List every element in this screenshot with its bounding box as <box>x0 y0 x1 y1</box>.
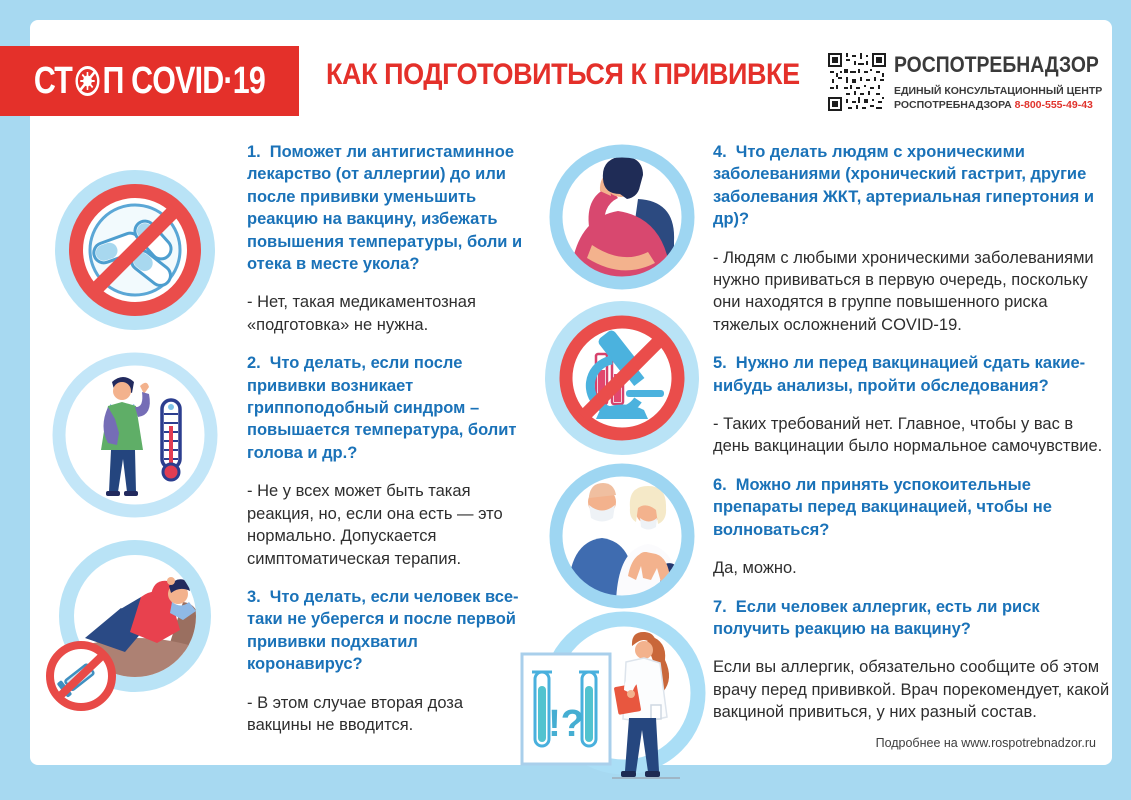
man-with-thermometer-illustration <box>50 350 220 520</box>
agency-block <box>894 52 1124 112</box>
doctor-with-test-tubes-illustration <box>512 608 717 783</box>
question-4: 4. Что делать людям с хроническими заболеваниями (хронический гастрит, другие заболевания ЖКТ, артериальная гипертония и др)? <box>713 143 1094 229</box>
hotline-phone: 8-800-555-49-43 <box>1014 98 1093 111</box>
footer-more-info-link[interactable]: Подробнее на www.rospotrebnadzor.ru <box>875 736 1096 750</box>
no-microscope-tests-illustration <box>542 298 702 458</box>
answer-7: Если вы аллергик, обязательно сообщите об этом врачу перед прививкой. Врач порекомендует, какой вакциной привиться, у них разный состав. <box>713 658 1110 722</box>
question-6: 6. Можно ли принять успокоительные препараты перед вакцинацией, чтобы не волноваться? <box>713 475 1052 539</box>
question-1: 1. Поможет ли антигистаминное лекарство (от аллергии) до или после прививки уменьшить реакцию на вакцину, избежать повышения температуры, боли и отека в месте укола? <box>247 143 523 274</box>
qa-column-right <box>713 141 1111 740</box>
agency-subtitle-line1: ЕДИНЫЙ КОНСУЛЬТАЦИОННЫЙ ЦЕНТР <box>894 85 1103 97</box>
question-3: 3. Что делать, если человек все-таки не уберегся и после первой прививки подхватил коронавирус? <box>247 587 519 674</box>
answer-4: - Людям с любыми хроническими заболеваниями нужно прививаться в первую очередь, поскольку они находятся в группе повышенного риска тяжелых осложнений COVID-19. <box>713 248 1094 334</box>
test-tube-label: !? <box>548 703 584 745</box>
logo-text-prefix: СТ <box>33 59 73 102</box>
no-pills-illustration <box>53 168 217 332</box>
answer-2: - Не у всех может быть такая реакция, но, если она есть — это нормально. Допускается симптоматическая терапия. <box>247 482 503 568</box>
agency-name: РОСПОТРЕБНАДЗОР <box>894 52 1099 77</box>
worried-couple-in-masks-illustration <box>542 456 702 616</box>
question-5: 5. Нужно ли перед вакцинацией сдать какие-нибудь анализы, пройти обследования? <box>713 354 1086 395</box>
agency-subtitle <box>894 85 1124 112</box>
question-2: 2. Что делать, если после прививки возникает гриппоподобный синдром – повышается температура, болит голова и др.? <box>247 354 517 462</box>
agency-subtitle-line2: РОСПОТРЕБНАДЗОРА 8-800-555-49-43 <box>894 98 1093 111</box>
qr-code-icon <box>828 53 886 111</box>
page-title: КАК ПОДГОТОВИТЬСЯ К ПРИВИВКЕ <box>326 58 800 91</box>
question-7: 7. Если человек аллергик, есть ли риск получить реакцию на вакцину? <box>713 597 1040 638</box>
stop-covid-logo <box>34 60 265 103</box>
stop-covid-banner <box>0 46 299 116</box>
answer-1: - Нет, такая медикаментозная «подготовка» не нужна. <box>247 293 476 334</box>
qa-column-left <box>247 141 529 752</box>
answer-6: Да, можно. <box>713 559 797 578</box>
sick-man-no-vaccine-illustration <box>35 536 221 718</box>
logo-text-suffix: П COVID·19 <box>102 59 266 102</box>
answer-5: - Таких требований нет. Главное, чтобы у вас в день вакцинации было нормальное самочувствие. <box>713 415 1103 456</box>
coughing-man-illustration <box>542 137 702 297</box>
virus-prohibition-icon <box>73 63 102 99</box>
answer-3: - В этом случае вторая доза вакцины не вводится. <box>247 693 464 734</box>
